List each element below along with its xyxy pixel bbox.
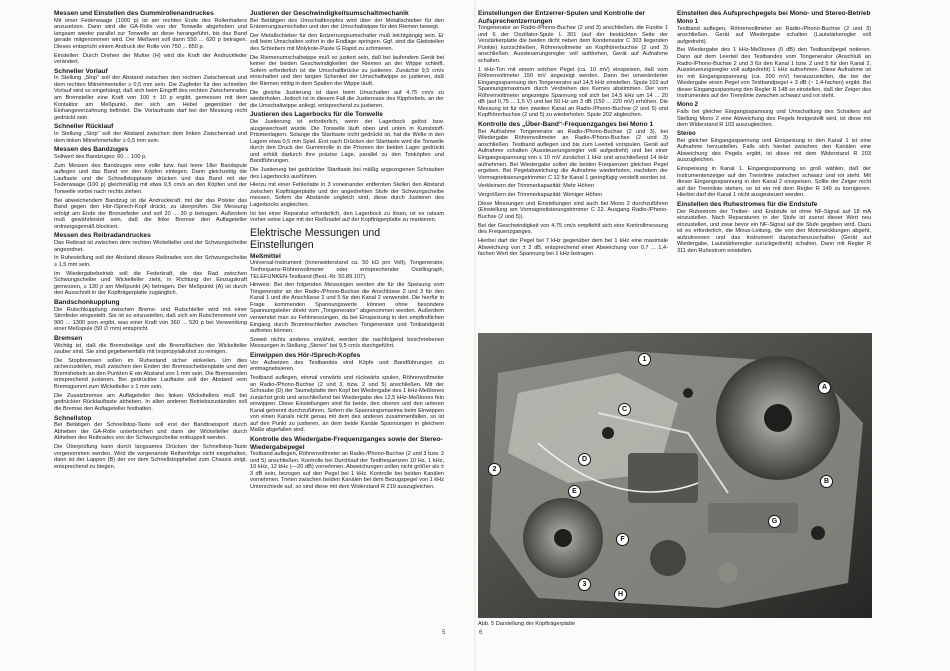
body-paragraph: Das Reibrad ist zwischen dem rechten Wickelteller und der Schwungscheibe angeordnet. bbox=[54, 240, 247, 253]
callout-E: E bbox=[568, 485, 581, 498]
body-paragraph: In Stellung „Stop“ soll der Abstand zwischen den rechten Zwischenrad und dem rechten Mitnehmerteller ≥ 0,5 mm sein. Die Zugfeder für den schnellen Vorlauf wird so eingehängt, daß sich beim Eingriff des rechten Zwischenrades am Bremsteller eine Kraft von 100 ± 10 p ergibt, gemessen mit dem Kontaktor am Meßpunkt, der sich am Hebel gegenüber der Einhangeverzahnung befindet. Die Vorlaufraste darf bei der Messung nicht gedrückt sein. bbox=[54, 75, 247, 121]
body-paragraph: Der Metallschieber für den Entzerrungsumschalter muß leichtgängig sein. Er soll beim Umschalten sofort in die Endlage springen. Ggf. sind die Gleitstellen des Schiebers mit Molykote-Paste G Rapid zu schmieren. bbox=[250, 32, 444, 52]
body-paragraph: Bei Wiedergabe des 1 kHz-Meßtones (0 dB) den Testbandpegel notieren. Dann auf dem Leerteil des Testbandes vom Tongenerator (Anschluß an Radio-/Phono-Buchse 2 und 3 für den Kanal 1 bzw. 2 und 5 für den Kanal 2, Aussteuerungsregler voll aufgedreht) 1 kHz aufnehmen. Diese Aufnahme ist im mit Eingangsspannung (ca. 200 mV) herauszustellen, die bei der Wiedergabe einen Pegel von Testbandpegel + 3 dB (~ 1,4-fachen) ergibt. Bei dieser Eingangsspannung den Regler R 148 so einstellen, daß der Zeiger des Instrumentes auf der Trennlinie zwischen schwarz und rot steht. bbox=[677, 47, 871, 100]
body-paragraph: Bei Aufnahme Tongenerator an Radio-/Phono-Buchse (2 und 3), bei Wiedergabe Röhrenvoltmeter an Radio-/Phono-Buchse (2 und 3) anschließen. Testband auflegen und bis zum Leerteil vorspulen. Gerät auf Aufnahme schalten (Aussteuerungsregler voll aufgedreht) und bei einer Eingangsspannung von ≤ 10 mV zunächst 1 kHz und anschließend 14 kHz aufnehmen. Bei Wiedergabe sollen die beiden Frequenzen gleichen Pegel ergeben. Bei Pegelabweichung die Aufnahme wiederholen, nachdem der Vormagnetisierungstrimmer C 12 für Kanal 1 geringfügig verstellt worden ist. bbox=[478, 128, 668, 181]
head-carrier-plate-photo bbox=[478, 333, 872, 618]
body-paragraph: Testband auflegen, Röhrenvoltmeter an Radio-/Phono-Buchse (2 und 3 bzw. 2 und 5) anschließen. Kontrolle bei Durchlauf der Testfrequenzen 10 Hz, 1 kHz, 10 kHz, 12 kHz (—20 dB) vornehmen. Abweichungen sollen nicht größer als ± 3 dB sein, bezogen auf den Pegel bei 1 kHz. Kontrolle bei beiden Kanälen vornehmen. Treten zwischen beiden Kanälen bei dem Bezugspegel von 1 kHz Unterschiede auf, so sind diese mit dem Widerstand R 219 auszugleichen. bbox=[250, 451, 444, 490]
body-paragraph: Die Zusatzbremse am Auflageteller des linken Wickeltellers muß bei gedrückter Rücklauftaste abheben. In allen anderen Betriebszuständen soll die Bremse den Auflageteller festhalten. bbox=[54, 392, 247, 412]
body-paragraph: Hinweis: Bei den folgenden Messungen werden die für die Speisung vom Tongenerator an der Radio-/Phono-Buchse die Anschlüsse 2 und 3 für den Kanal 1 und die Anschlüsse 2 und 5 für den Kanal 2 verwendet. Die hierfür in Frage kommenden Spannungswerte können ohne besondere Spannungsteiler direkt vom „Tongenerator“ abgenommen werden. Außerdem verwendet man zu Fehlmessungen, da bei Einspeisung in den empfindlichen Eingang durch Brummschleifen zwischen Tongenerator und Tonbandgerät auftreten können. bbox=[250, 282, 444, 335]
body-paragraph: Vor Aufsetzen des Testbandes sind Köpfe und Bandführungen zu entmagnetisieren. bbox=[250, 359, 444, 373]
section-heading: Justieren des Lagerbocks für die Tonwelle bbox=[250, 111, 383, 119]
section-heading: Einstellungen der Entzerrer-Spulen und Kontrolle der Aufsprechentzerrungen bbox=[478, 10, 646, 25]
body-paragraph: Tongenerator an Radio-/Phono-Buchse (2 und 3) anschließen, die Funkte 1 und 6 der Oszillator-Spule L 301 (auf der bestückten Seite der Verstärkerplatte die beiden dicht neben dem Kondensator C 303 liegenden Punkte) kurzschließen, Röhrenvoltmeter an Kopfhörerbuchse (2 und 3) anschließen. Aussteuerungsregler voll aufdrehen, Gerät auf Aufnahme schalten. bbox=[478, 25, 668, 64]
body-paragraph: Die Rutschkupplung zwischen Brems- und Rutschteller wird mit einer Stirnfeder eingestellt. Sie ist so einzustellen, daß sich ein Rutschmoment von 900 ... 1300 pcm ergibt, was einer Kraft von 360 ... 520 p bei Verwendung einer Meßspule (50 ∅ mm) entspricht. bbox=[54, 306, 247, 333]
body-paragraph: Die gleiche Justierung ist dann beim Umschalten auf 4,75 cm/s zu wiederholen. Jedoch ist in diesem Fall die Justiernase des Kipphebels, an der die Umschaltwippe anliegt, entsprechend zu justieren. bbox=[250, 89, 444, 109]
callout-G: G bbox=[768, 515, 781, 528]
section-heading: Messen des Reibradandruckes bbox=[54, 232, 151, 240]
body-paragraph: Bei gleicher Eingangsspannung und Einspeisung in den Kanal 1 ist eine Aufnahme herzustellen. Falls sich hierbei zwischen den Kanälen eine Abweichung des Pegels ergibt, ist diese mit dem Widerstand R 203 auszugleichen. bbox=[677, 137, 871, 164]
section-heading: Einstellen des Ruhestromes für die Endstufe bbox=[677, 201, 818, 209]
body-paragraph: Bei Betätigen der Schnellstop-Taste soll erst der Bandtransport durch Abheben der GA-Rolle unterbrochen und dann der Wickelteller durch Abheben des Reibrades von der Schwungscheibe entkuppelt werden. bbox=[54, 422, 247, 442]
body-paragraph: Bei Betätigen des Umschaltknopfes wird über der Metallschieber für den Entzerrungsumschalter und den der Umschaltwippe für den Riemen bewegt. bbox=[250, 17, 444, 31]
section-heading: Meßmittel bbox=[250, 252, 281, 260]
body-paragraph: Ist bei einer Reparatur erforderlich, den Lagerbock zu lösen, ist es ratsam vorher seine Lage mit der Reißnadel auf der Kopfträgerplatte zu markieren. bbox=[250, 210, 444, 224]
body-paragraph: Sollwert des Bandzuges: 60 ... 100 p. bbox=[54, 153, 147, 160]
callout-3: 3 bbox=[578, 578, 591, 591]
body-paragraph: Einstellen: Durch Drehen der Mutter (H) wird die Kraft der Andruckfeder verändert. bbox=[54, 52, 247, 66]
body-paragraph: Universal-Instrument (Innenwiderstand ca. 50 kΩ pro Volt), Tongenerator, Tonfrequenz-Röhrenvoltmeter oder entsprechender Oszillograph, TELEFUNKEN-Testband (Best.-Nr. 50.89.107). bbox=[250, 260, 444, 280]
section-heading: Schnellstop bbox=[54, 414, 92, 422]
right-page-column-1 bbox=[478, 8, 668, 332]
body-paragraph: Hierbei darf der Pegel bei 7 kHz gegenüber dem bei 1 kHz eine maximale Abweichung von ± 3 dB, entsprechend einer Abweichung von 0,7 ... 1,4-fachen Wert der Spannung bei 1 kHz betragen. bbox=[478, 237, 668, 258]
page-number-left: 5 bbox=[442, 630, 446, 636]
section-heading: Einstellen des Aufsprechpegels bei Mono- und Stereo-Betrieb bbox=[677, 10, 871, 17]
body-paragraph: Soweit nichts anderes erwähnt, werden die nachfolgend beschriebenen Messungen in Stellung „Stereo“ bei 9,5 cm/s durchgeführt. bbox=[250, 336, 444, 350]
body-paragraph: Der Ruhestrom der Treiber- und Endstufe ist ohne NF-Signal auf 18 mA einzustellen. Nach Reparaturen in der Stufe ist zuerst dieser Wert neu einzustellen, und zwar bevor ein NF-Signal auf die Stufe gegeben wird. Dazu ist es erforderlich, die Minus-Leitung, die von den Motorwicklungen abgeht, aufzutrennen und das Instrument dazwischenzuschalten (Gerät auf Wiedergabe, Lautstärkeregler zurückgedreht) schalten. Dann mit Regler R 311 den Ruhestrom einstellen. bbox=[677, 208, 871, 254]
section-heading: Bremsen bbox=[54, 334, 83, 342]
page-number-right: 6 bbox=[479, 630, 483, 636]
chapter-heading: Elektrische Messungen und Einstellungen bbox=[250, 226, 381, 251]
subsection-heading: Stereo bbox=[677, 130, 696, 137]
subsection-heading: Mono 1 bbox=[677, 18, 698, 25]
body-paragraph: Einspeisung in Kanal 1. Eingangsspannung so groß wählen, daß der Instrumentenzeiger auf der Trennlinie zwischen schwarz und rot steht. Mit dieser Eingangsspannung in den Kanal 2 einspeisen. Sollte der Zeiger nicht auf der Trennlinie stehen, so ist ein mit dem Regler R 149 zu korrigieren. Hierbei darf der Kanal 1 nicht ausgesteuert werden. bbox=[677, 166, 871, 199]
page-gutter bbox=[474, 0, 476, 671]
body-paragraph: Zum Messen des Bandzuges eine volle bzw. fast leere 18er Bandspule auflegen und das Band vor den Köpfen einlegen. Dann gleichzeitig die Lauftaste und die Schnellstopptaste drücken und das Band mit der Federwaage (100 p) gleichmäßig mit etwa 9,5 cm/s an den Köpfen und der Tonwelle vorbei nach rechts ziehen. bbox=[54, 162, 247, 195]
section-heading: Schneller Rücklauf bbox=[54, 123, 114, 131]
body-paragraph: Testband auflegen, Röhrenvoltmeter an Radio-/Phono-Buchse (2 und 3) anschließen. Gerät auf Wiedergabe schalten (Lautstärkeregler voll aufgedreht). bbox=[677, 25, 871, 45]
callout-A: A bbox=[818, 381, 831, 394]
section-heading: Einwippen des Hör-/Sprech-Kopfes bbox=[250, 352, 361, 360]
body-paragraph: Verkleinern der Trimmerkapazität: Mehr Höhen bbox=[478, 183, 594, 190]
callout-B: B bbox=[820, 475, 833, 488]
body-paragraph: Bei der Geschwindigkeit von 4,75 cm/s empfiehlt sich eine Kontrollmessung des Frequenzganges. bbox=[478, 222, 668, 236]
subsection-heading: Mono 2 bbox=[677, 101, 698, 108]
body-paragraph: 1 kHz-Ton mit einem solchen Pegel (ca. 10 mV) einspeisen, daß vom Röhrenvoltmeter 150 mV angezeigt werden. Dann bei unveränderter Eingangsspannung den Tongenerator auf 14,5 kHz einstellen. Spule 102 auf Spannungsmaximum durch Verdrehen des Kernes abstimmen. Der vom Röhrenvoltmeter angezeigte Spannung soll sich bei 14,5 kHz um 14 ... 20 dB (auf 0,75 ... 1,5 V) und bei 50 Hz um 3 dB (150 ... 220 mV) erhöhen. Die Messung ist für den zweiten Kanal an Radio-/Phono-Buchse (2 und 5) und Kopfhörerbuchse (2 und 5) zu wiederholen. Spule 202 abgleichen. bbox=[478, 66, 668, 119]
section-heading: Messen und Einstellen des Gummirollenandruckes bbox=[54, 10, 214, 17]
left-page-column-2 bbox=[250, 8, 444, 608]
left-page-column-1 bbox=[54, 8, 247, 608]
body-paragraph: Diese Messungen und Einstellungen sind auch bei Mono 2 durchzuführen (Einstellung am Vormagnetisierungstrimmer C 22. Ausgang Radio-/Phono-Buchse (2 und 5)). bbox=[478, 200, 668, 220]
callout-D: D bbox=[578, 453, 591, 466]
body-paragraph: Wichtig ist, daß die Bremsbeläge und die Bremsflächen der Wickelteller sauber sind. Sie sind gegebenenfalls mit Isopropylalkohol zu reinigen. bbox=[54, 342, 247, 356]
mechanism-illustration bbox=[478, 333, 872, 618]
callout-C: C bbox=[618, 403, 631, 416]
section-heading: Justieren der Geschwindigkeitsumschaltmechanik bbox=[250, 10, 409, 17]
body-paragraph: Die Justierung bei gedrückter Starttaste bei mäßig angezogenen Schrauben des Lagerbocks ausführen. bbox=[250, 167, 444, 180]
section-heading: Schneller Vorlauf bbox=[54, 67, 108, 75]
body-paragraph: Im Wiedergabebetrieb soll die Federkraft, die das Rad zwischen Schwungscheibe und Wickelteller zieht, in Richtung der Einzugskraft gemessen, ≥ 130 p am Meßpunkt (A) betragen. Der Meßpunkt (A) ist durch den Ausschnitt in der Kopfträgerplatte zugänglich. bbox=[54, 270, 247, 297]
figure-caption: Abb. 5 Darstellung der Kopfträgerplatte bbox=[478, 621, 576, 627]
section-heading: Messen des Bandzuges bbox=[54, 146, 129, 154]
body-paragraph: Testband auflegen, einmal vorwärts und rückwärts spulen, Röhrenvoltmeter an Radio-/Phono-Buchse (2 und 3, bzw. 2 und 5) anschließen. Mit der Schraube (D) der Taumelplatte den Kopf bei Wiedergabe des 1 kHz-Meßtones zunächst grob und anschließend bei Wiedergabe des 12,5 kHz-Meßtones fein einwippen. Diese Einstellungen sind für beide, den oberen und den unteren Kanal getrennt durchzuführen. Sofern die Spannungsmaxima beim Einwippen von einen Kanals nicht genau mit dem des anderen zusammenfallen, so ist auf den Punkt zu justieren, an dem beide Kanäle Spannungen in gleichem Maße abgefallen sind. bbox=[250, 374, 444, 434]
body-paragraph: Hierzu mit einer Fehlerlatte in 3 voneinander entfernten Stellen den Abstand zwischen Kopfträgerplatte und der angedrehten Stufe der Schwungscheibe messen. Sofern die Abstände ungleich sind, diese durch Justieren des Lagerbocks angleichen. bbox=[250, 182, 444, 208]
body-paragraph: Die Justierung ist erforderlich, wenn der Lagerbock gelöst bzw. ausgewechselt wurde. Die Tonwelle läuft oben und unten in Kunststoff-Prismenlagern. Solange die Starttaste nicht gedrückt ist, hat die Welle in den Lagern etwa 0,5 mm Spiel. Erst nach Drücken der Starttaste wird die Tonwelle durch den Druck der Gummirolle in die Prismen der beiden Lager gedrückt und erhält dadurch ihre präzise Lage, parallel zu den Tonköpfen und Bandführungen. bbox=[250, 119, 444, 165]
callout-F: F bbox=[616, 533, 629, 546]
right-page-column-2 bbox=[677, 8, 871, 348]
body-paragraph: Vergrößern der Trimmerkapazität: Weniger Höhen bbox=[478, 192, 602, 199]
body-paragraph: In Stellung „Stop“ soll der Abstand zwischen dem linken Zwischenrad und dem linken Mitnehmerteller ≥ 0,5 mm sein. bbox=[54, 131, 247, 144]
callout-H: H bbox=[614, 588, 627, 601]
body-paragraph: Die Stopbremsen sollen im Ruhestand sicher einkeilen. Um dies sicherzustellen, muß zwischen den Enden der Bremsscheibenplatte und den Bremshebeln an den Punkten E ein Abstand von 1 mm sein. Die Bremsenden entsprechend justieren. Bei gedrückter Lauftaste soll der Abstand vom Bremsgummi zum Wickelteller ≥ 1 mm sein. bbox=[54, 357, 247, 391]
section-heading: Kontrolle des Wiedergabe-Frequenzganges sowie der Stereo-Wiedergabepegel bbox=[250, 436, 443, 451]
body-paragraph: Die Riemenumschaltwippe muß so justiert sein, daß bei laufendem Gerät bei keiner der beiden Geschwindigkeiten der Riemen an der Wippe schleift. Sofern erforderlich ist die Umschaltbrücke zu justieren. Zunächst 9,5 cm/s einschalten und den langen Schenkel der Umschaltwippe so justieren, daß der Riemen mittig in dem Spalten der Wippe läuft. bbox=[250, 54, 444, 87]
body-paragraph: Bei abweichendem Bandzug ist die Andruckkraft, mit der das Polster das Band gegen den Hör-/Sprech-Kopf drückt, zu überprüfen. Die Messung erfolgt am Ende der Bronzefeder und soll 20 ... 30 p betragen. Außerdem muß gewährleistet sein, daß die linke Bremse den Auflageteller ordnungsgemäß blockiert. bbox=[54, 197, 247, 230]
body-paragraph: Mit einer Federwaage (1000 p) ist am rechten Ende des Rollenhalters anzusetzen. Dann wird die GA-Rolle von der Tonwelle abgehoben und langsam wieder parallel zur Tonwelle an diese herangeführt, bis das Band gerade mitgenommen wird. Der Meßwert soll dann 550 ... 620 p betragen. Dieses entspricht einem Andruck der Rolle von 750 ... 850 p. bbox=[54, 17, 247, 50]
callout-2: 2 bbox=[488, 463, 501, 476]
section-heading: Bandschonkupplung bbox=[54, 298, 120, 306]
body-paragraph: Falls bei gleicher Eingangsspannung und Umschaltung des Schalters auf Stellung Mono 2 eine Abweichung des Pegels festgestellt wird, ist diese mit dem Widerstand R 103 auszugleichen. bbox=[677, 108, 871, 129]
body-paragraph: Die Überprüfung kann durch langsames Drücken der Schnellstop-Taste vorgenommen werden. Wird die vorgenannte Reihenfolge nicht eingehalten, dann ist der Lappen (B) der vor dem Schnellstopphebel zum Chassis zeigt, entsprechend zu biegen. bbox=[54, 444, 247, 470]
section-heading: Kontrolle des „Über-Band“-Frequenzganges bei Mono 1 bbox=[478, 121, 654, 129]
callout-1: 1 bbox=[638, 353, 651, 366]
body-paragraph: In Ruhestellung soll der Abstand dieses Reibrades von der Schwungscheibe ≥ 1,5 mm sein. bbox=[54, 255, 247, 268]
